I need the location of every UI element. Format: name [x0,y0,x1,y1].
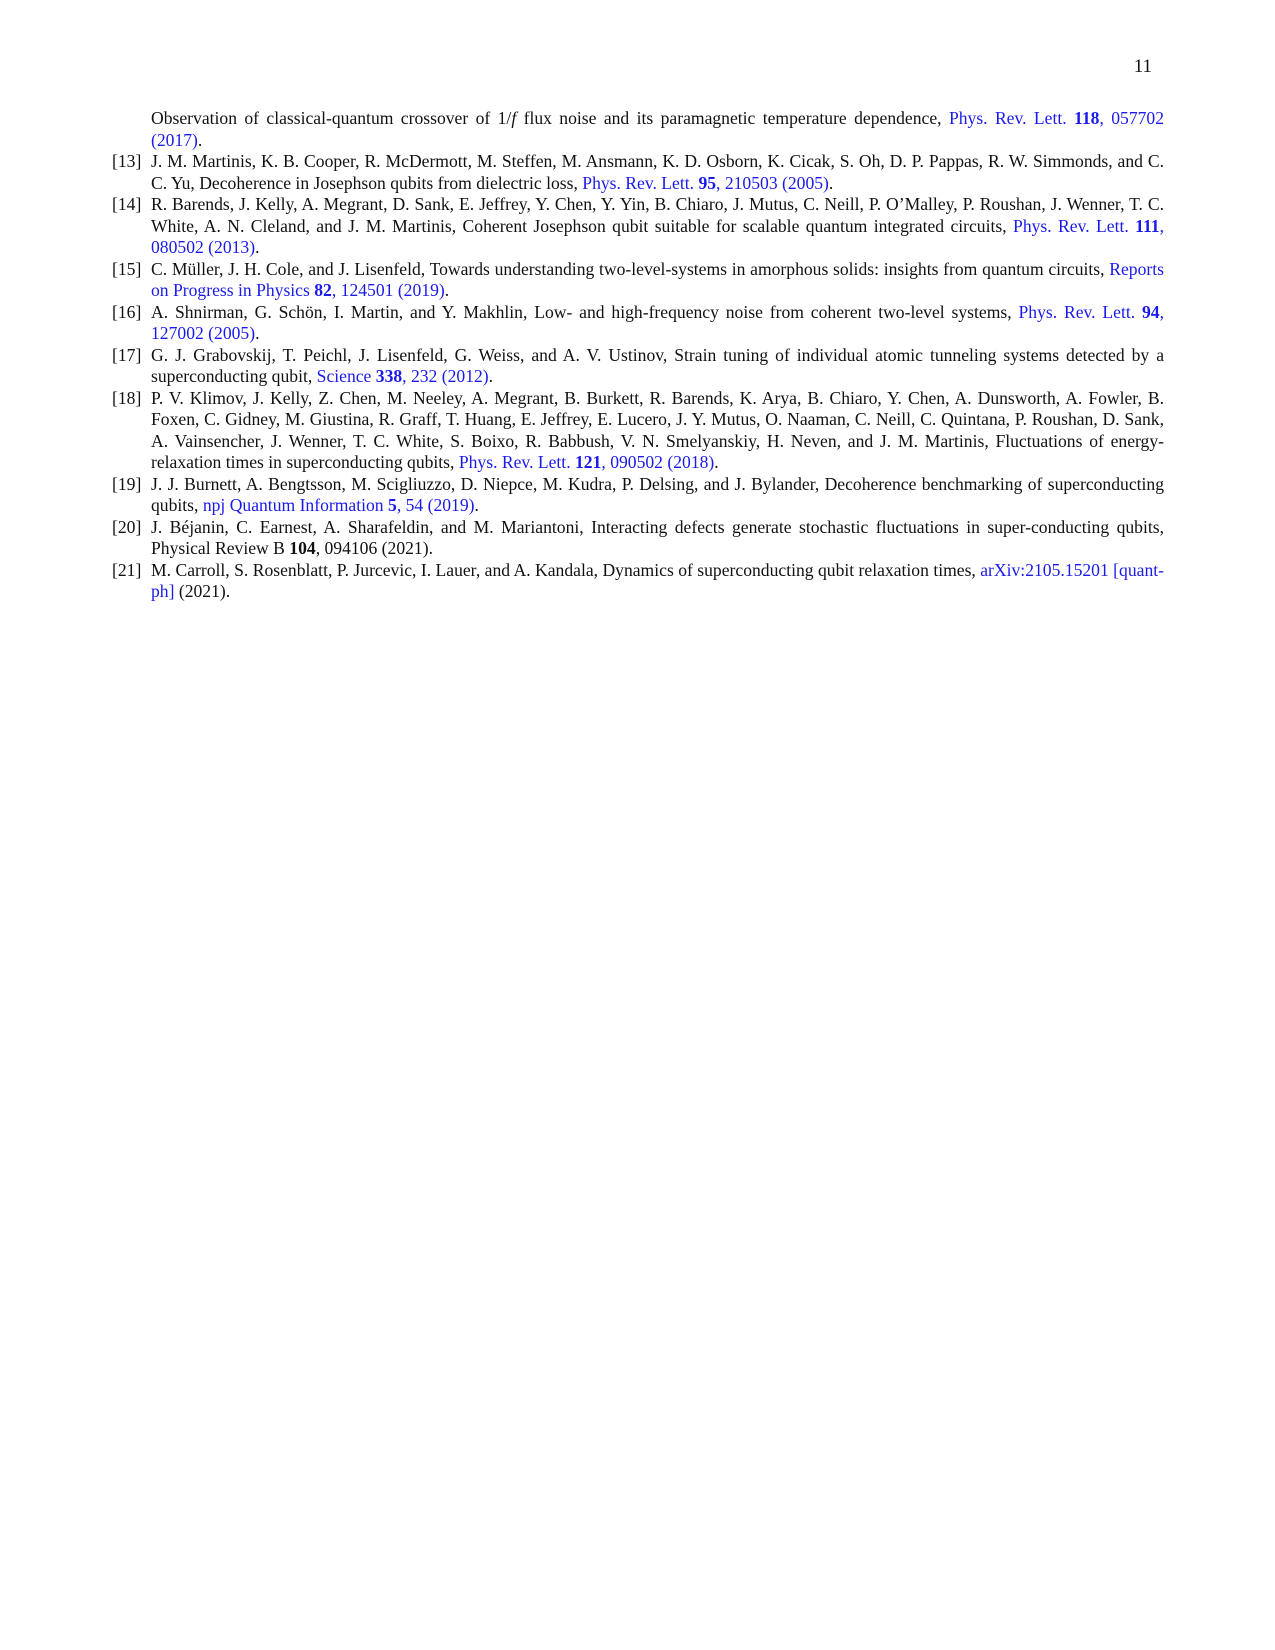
reference-rest: (2021). [174,581,231,601]
link-volume: 118 [1074,108,1100,128]
reference-text: P. V. Klimov, J. Kelly, Z. Chen, M. Neeley, A. Megrant, B. Burkett, R. Barends, K. Arya, B. Chiaro, Y. Chen, A. Dunsworth, A. Fowler, B. Foxen, C. Gidney, M. Giustina, R. Graff, T. Huang, E. Jeffrey, E. Lucero, J. Y. Mutus, O. Naaman, C. Neill, C. Quintana, P. Roushan, D. Sank, A. Vainsencher, J. Wenner, T. C. White, S. Boixo, R. Babbush, V. N. Smelyanskiy, H. Neven, and J. M. Martinis, Fluctuations of energy-relaxation times in superconducting qubits, [151,387,1164,472]
reference-rest: , 094106 (2021). [315,538,433,558]
reference-end: . [474,495,479,515]
reference-link[interactable] [203,495,475,515]
reference-number: [14] [112,194,142,214]
link-pages: , 127002 (2005) [151,301,1164,343]
reference-text: flux noise and its paramagnetic temperature dependence, [516,108,949,128]
link-volume: 338 [375,366,403,386]
link-journal: Phys. Rev. Lett. [1013,215,1136,236]
reference-15 [112,259,1164,302]
link-volume: 111 [1135,215,1160,236]
link-volume: 95 [698,172,717,193]
link-pages: , 090502 (2018) [601,452,715,472]
reference-end: . [255,237,260,257]
reference-text: J. Béjanin, C. Earnest, A. Sharafeldin, and M. Mariantoni, Interacting defects generate stochastic fluctuations in super-conducting qubits, Physical Review B [151,516,1164,558]
reference-end: . [444,280,450,300]
reference-list [112,108,1164,603]
reference-13 [112,151,1164,194]
link-pages: , 232 (2012) [402,366,489,386]
reference-number: [21] [112,559,142,580]
reference-14 [112,194,1164,259]
link-journal: Phys. Rev. Lett. [582,172,699,193]
reference-text: M. Carroll, S. Rosenblatt, P. Jurcevic, I. Lauer, and A. Kandala, Dynamics of superconducting qubit relaxation times, [151,559,981,580]
link-pages: , 080502 (2013) [151,215,1165,257]
link-pages: , 124501 (2019) [331,280,445,300]
reference-end: . [197,129,203,150]
reference-18 [112,388,1164,474]
link-journal: Science [316,366,376,386]
link-volume: 121 [575,452,602,472]
reference-number: [13] [112,151,142,171]
link-journal: Phys. Rev. Lett. [1018,301,1142,322]
link-volume: 94 [1142,301,1160,322]
reference-text: G. J. Grabovskij, T. Peichl, J. Lisenfeld, G. Weiss, and A. V. Ustinov, Strain tuning of individual atomic tunneling systems detected by a superconducting qubit, [151,344,1164,386]
link-volume: 82 [314,280,332,300]
reference-number: [16] [112,301,142,322]
link-pages: , 210503 (2005) [716,172,829,193]
reference-20 [112,517,1164,560]
reference-end: . [828,172,834,193]
reference-17 [112,345,1164,388]
reference-continuation [112,108,1164,151]
reference-link[interactable] [582,173,829,193]
reference-volume: 104 [289,538,316,558]
reference-link[interactable] [317,366,489,386]
reference-end: . [488,366,494,386]
reference-text: C. Müller, J. H. Cole, and J. Lisenfeld, Towards understanding two-level-systems in amorphous solids: insights from quantum circuits, [151,258,1110,279]
reference-number: [18] [112,387,142,408]
link-pages: , 057702 (2017) [151,108,1165,150]
reference-end: . [714,452,719,472]
reference-link[interactable] [459,452,714,472]
reference-21 [112,560,1164,603]
link-journal: Reports on Progress in Physics [151,258,1164,300]
reference-text: Observation of classical-quantum crossover of 1/ [151,108,512,128]
reference-text: J. M. Martinis, K. B. Cooper, R. McDermott, M. Steffen, M. Ansmann, K. D. Osborn, K. Cicak, S. Oh, D. P. Pappas, R. W. Simmonds, and C. C. Yu, Decoherence in Josephson qubits from dielectric loss, [151,151,1164,193]
link-volume: 5 [388,495,397,515]
reference-text: J. J. Burnett, A. Bengtsson, M. Scigliuzzo, D. Niepce, M. Kudra, P. Delsing, and J. Bylander, Decoherence benchmarking of superconducting qubits, [151,473,1164,515]
reference-text: A. Shnirman, G. Schön, I. Martin, and Y. Makhlin, Low- and high-frequency noise from coherent two-level systems, [151,301,1019,322]
reference-number: [15] [112,258,142,279]
link-pages: , 54 (2019) [396,495,475,515]
reference-number: [20] [112,516,142,537]
reference-end: . [255,323,260,343]
reference-number: [19] [112,473,142,494]
arxiv-link[interactable]: arXiv:2105.15201 [quant-ph] [151,559,1164,601]
reference-math-f: f [511,108,517,128]
link-journal: npj Quantum Information [202,495,389,515]
reference-number: [17] [112,344,142,365]
reference-16 [112,302,1164,345]
reference-19 [112,474,1164,517]
reference-text: R. Barends, J. Kelly, A. Megrant, D. Sank, E. Jeffrey, Y. Chen, Y. Yin, B. Chiaro, J. Mutus, C. Neill, P. O’Malley, P. Roushan, J. Wenner, T. C. White, A. N. Cleland, and J. M. Martinis, Coherent Josephson qubit suitable for scalable quantum integrated circuits, [151,194,1164,236]
page-number: 11 [1133,56,1152,77]
link-journal: Phys. Rev. Lett. [458,452,575,472]
link-journal: Phys. Rev. Lett. [948,108,1075,128]
